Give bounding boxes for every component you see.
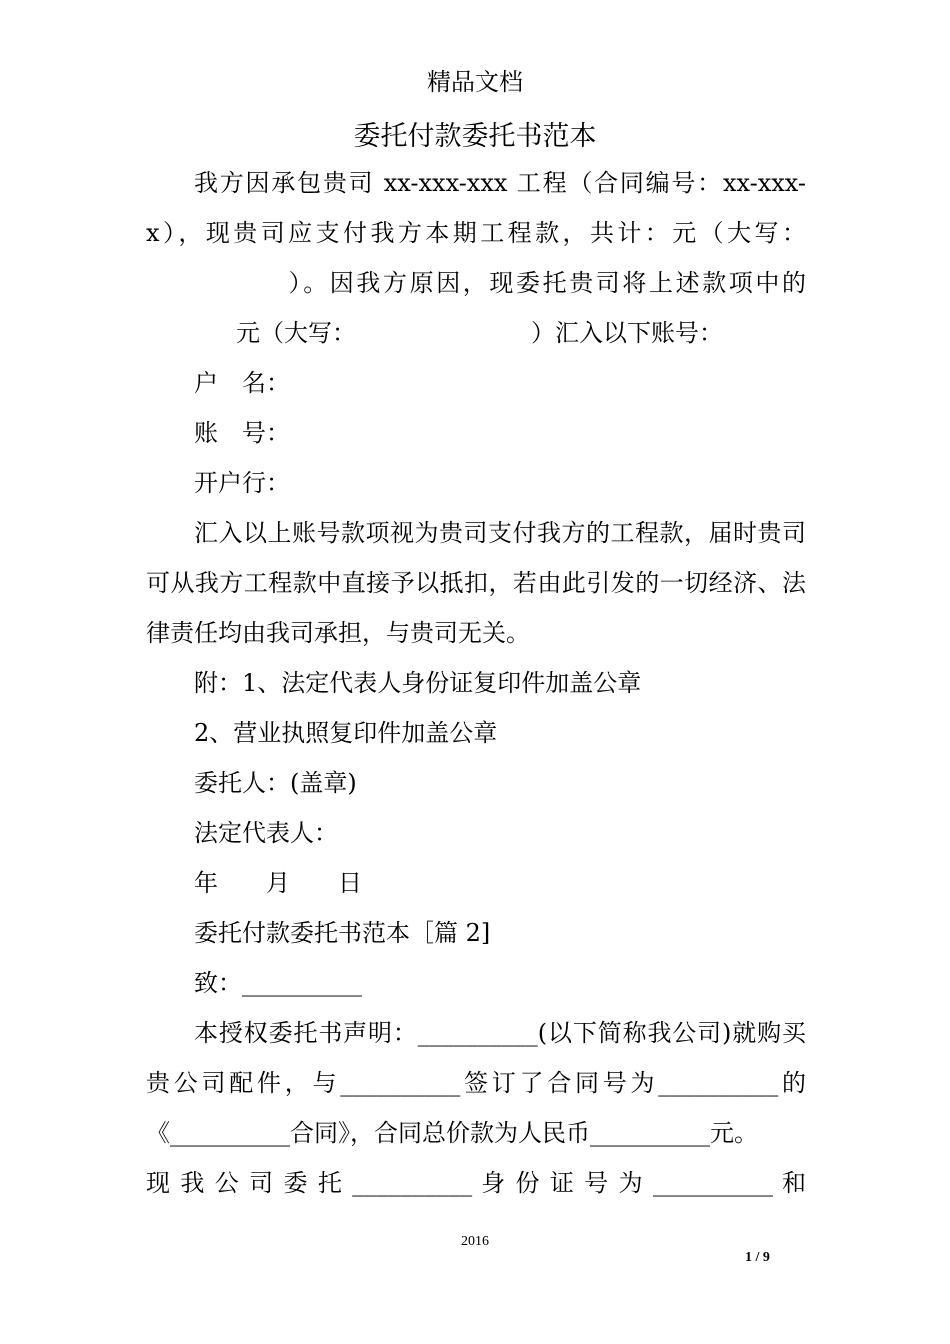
document-body [146, 158, 806, 1208]
account-number-label: 账 号： [194, 419, 290, 447]
paragraph-1 [146, 158, 806, 358]
bank-label: 开户行： [194, 469, 290, 497]
paragraph-4: 现 我 公 司 委 托 __________ 身 份 证 号 为 __________ 和 [146, 1169, 806, 1197]
addressee-line: 致：__________ [194, 969, 362, 997]
page-number: 1 / 9 [745, 1250, 770, 1265]
paragraph-1-part-b: ）。因我方原因，现委托贵司将上述款项中的 [286, 269, 806, 297]
page-header: 精品文档 [427, 68, 523, 96]
paragraph-2: 汇入以上账号款项视为贵司支付我方的工程款，届时贵司可从我方工程款中直接予以抵扣，若由此引发的一切经济、法律责任均由我司承担，与贵司无关。 [146, 519, 806, 647]
paragraph-3: 本授权委托书声明：__________(以下简称我公司)就购买贵公司配件，与__________签订了合同号为__________的《__________合同》，合同总价款为人民币__________元。 [146, 1019, 806, 1147]
account-name-label: 户 名： [194, 369, 290, 397]
principal-label: 委托人：(盖章) [194, 769, 357, 797]
document-title: 委托付款委托书范本 [353, 121, 597, 152]
attachment-1: 附：1、法定代表人身份证复印件加盖公章 [194, 669, 642, 697]
legal-representative-label: 法定代表人： [194, 819, 338, 847]
paragraph-1-part-a: 我方因承包贵司 xx-xxx-xxx 工程（合同编号：xx-xxx-x），现贵司应支付我方本期工程款，共计：元（大写： [146, 169, 806, 247]
paragraph-1-part-d: ）汇入以下账号： [531, 319, 723, 347]
section-2-title: 委托付款委托书范本［篇 2] [194, 919, 491, 947]
attachment-2: 2、营业执照复印件加盖公章 [194, 719, 498, 747]
footer-year: 2016 [461, 1234, 489, 1249]
date-label: 年 月 日 [194, 869, 362, 897]
paragraph-1-part-c: 元（大写： [236, 319, 356, 347]
